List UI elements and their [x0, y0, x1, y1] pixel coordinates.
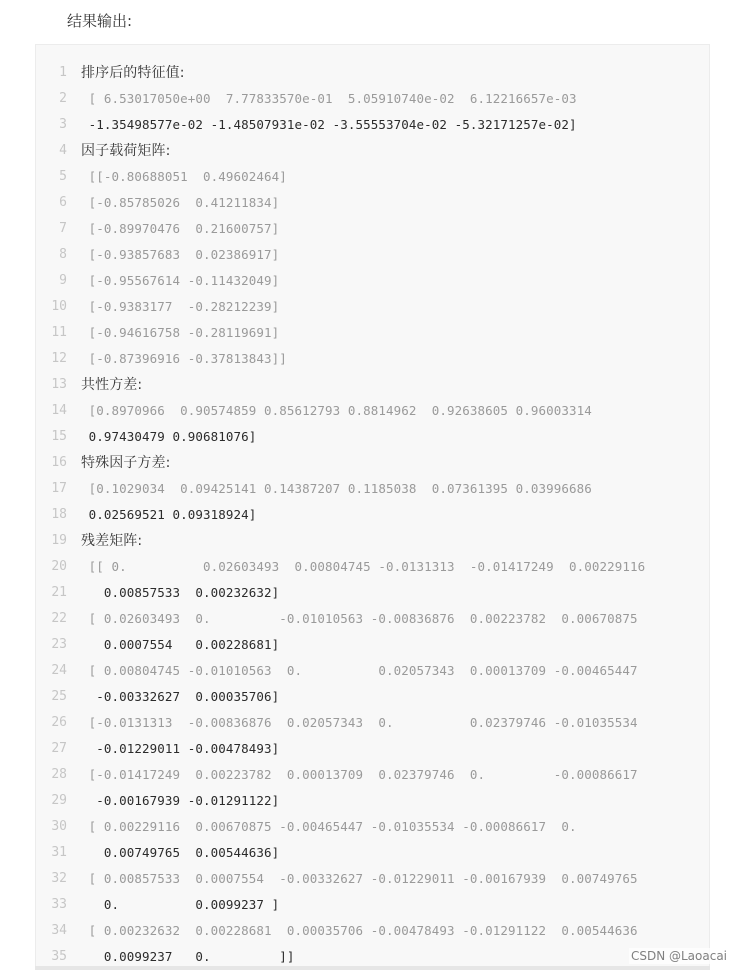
code-line [36, 710, 709, 736]
code-line [36, 424, 709, 450]
code-line [36, 632, 709, 658]
line-number: 27 [51, 741, 67, 756]
code-line [36, 86, 709, 112]
code-lines [36, 60, 709, 970]
code-text: [-0.87396916 -0.37813843]] [81, 351, 287, 366]
code-line [36, 606, 709, 632]
code-text: [ 0.00232632 0.00228681 0.00035706 -0.00478493 -0.01291122 0.00544636 [81, 923, 638, 938]
code-line [36, 762, 709, 788]
line-number: 15 [51, 429, 67, 444]
code-line [36, 528, 709, 554]
code-text: 0.02569521 0.09318924] [81, 507, 257, 522]
line-number: 2 [59, 91, 67, 106]
code-line [36, 190, 709, 216]
line-number: 12 [51, 351, 67, 366]
code-line [36, 684, 709, 710]
line-number: 23 [51, 637, 67, 652]
code-line [36, 268, 709, 294]
line-number: 1 [59, 65, 67, 80]
line-number: 26 [51, 715, 67, 730]
watermark: CSDN @Laoacai [630, 949, 727, 963]
code-line [36, 788, 709, 814]
code-text: -0.01229011 -0.00478493] [81, 741, 280, 756]
code-text: [-0.93857683 0.02386917] [81, 247, 280, 262]
code-text: [-0.9383177 -0.28212239] [81, 299, 280, 314]
code-line [36, 814, 709, 840]
code-line [36, 658, 709, 684]
code-line [36, 320, 709, 346]
code-line [36, 60, 709, 86]
line-number: 34 [51, 923, 67, 938]
code-line [36, 502, 709, 528]
line-number: 7 [59, 221, 67, 236]
line-number: 30 [51, 819, 67, 834]
code-text: [ 0.00804745 -0.01010563 0. 0.02057343 0.00013709 -0.00465447 [81, 663, 638, 678]
code-text: 0. 0.0099237 ] [81, 897, 280, 912]
line-number: 32 [51, 871, 67, 886]
code-text: 排序后的特征值: [81, 65, 185, 81]
code-text: -1.35498577e-02 -1.48507931e-02 -3.55553704e-02 -5.32171257e-02] [81, 117, 577, 132]
code-text: 0.00749765 0.00544636] [81, 845, 280, 860]
code-line [36, 736, 709, 762]
code-line [36, 476, 709, 502]
line-number: 10 [51, 299, 67, 314]
code-text: 共性方差: [81, 377, 143, 393]
line-number: 5 [59, 169, 67, 184]
line-number: 13 [51, 377, 67, 392]
code-line [36, 216, 709, 242]
code-text: [ 0.00857533 0.0007554 -0.00332627 -0.01229011 -0.00167939 0.00749765 [81, 871, 638, 886]
code-line [36, 112, 709, 138]
code-line [36, 892, 709, 918]
code-line [36, 398, 709, 424]
code-text: 残差矩阵: [81, 533, 143, 549]
line-number: 33 [51, 897, 67, 912]
code-text: -0.00332627 0.00035706] [81, 689, 280, 704]
code-text: [-0.85785026 0.41211834] [81, 195, 280, 210]
code-text: [-0.94616758 -0.28119691] [81, 325, 280, 340]
code-line [36, 242, 709, 268]
code-line [36, 554, 709, 580]
code-text: [0.1029034 0.09425141 0.14387207 0.1185038 0.07361395 0.03996686 [81, 481, 592, 496]
code-text: [ 6.53017050e+00 7.77833570e-01 5.05910740e-02 6.12216657e-03 [81, 91, 577, 106]
code-text: 0.97430479 0.90681076] [81, 429, 257, 444]
line-number: 6 [59, 195, 67, 210]
code-text: 因子载荷矩阵: [81, 143, 171, 159]
line-number: 9 [59, 273, 67, 288]
code-text: 特殊因子方差: [81, 455, 171, 471]
code-text: [[-0.80688051 0.49602464] [81, 169, 287, 184]
code-line [36, 840, 709, 866]
code-text: [-0.89970476 0.21600757] [81, 221, 280, 236]
line-number: 28 [51, 767, 67, 782]
code-text: -0.00167939 -0.01291122] [81, 793, 280, 808]
line-number: 17 [51, 481, 67, 496]
code-block [35, 44, 710, 970]
code-text: 0.0007554 0.00228681] [81, 637, 280, 652]
line-number: 22 [51, 611, 67, 626]
code-line [36, 866, 709, 892]
code-text: [-0.95567614 -0.11432049] [81, 273, 280, 288]
result-heading: 结果输出: [67, 12, 133, 30]
line-number: 35 [51, 949, 67, 964]
code-line [36, 294, 709, 320]
line-number: 20 [51, 559, 67, 574]
code-text: 0.00857533 0.00232632] [81, 585, 280, 600]
code-line [36, 138, 709, 164]
code-line [36, 450, 709, 476]
code-line [36, 164, 709, 190]
line-number: 19 [51, 533, 67, 548]
code-text: [ 0.00229116 0.00670875 -0.00465447 -0.01035534 -0.00086617 0. [81, 819, 577, 834]
line-number: 4 [59, 143, 67, 158]
code-text: [-0.01417249 0.00223782 0.00013709 0.02379746 0. -0.00086617 [81, 767, 638, 782]
scrollbar-track[interactable] [35, 966, 710, 970]
code-line [36, 580, 709, 606]
code-text: [0.8970966 0.90574859 0.85612793 0.8814962 0.92638605 0.96003314 [81, 403, 592, 418]
code-text: [ 0.02603493 0. -0.01010563 -0.00836876 0.00223782 0.00670875 [81, 611, 638, 626]
line-number: 11 [51, 325, 67, 340]
line-number: 25 [51, 689, 67, 704]
code-line [36, 372, 709, 398]
line-number: 29 [51, 793, 67, 808]
line-number: 8 [59, 247, 67, 262]
line-number: 31 [51, 845, 67, 860]
code-line [36, 918, 709, 944]
line-number: 14 [51, 403, 67, 418]
line-number: 16 [51, 455, 67, 470]
code-text: 0.0099237 0. ]] [81, 949, 295, 964]
code-text: [-0.0131313 -0.00836876 0.02057343 0. 0.02379746 -0.01035534 [81, 715, 638, 730]
line-number: 24 [51, 663, 67, 678]
line-number: 3 [59, 117, 67, 132]
code-text: [[ 0. 0.02603493 0.00804745 -0.0131313 -0.01417249 0.00229116 [81, 559, 646, 574]
line-number: 18 [51, 507, 67, 522]
code-line [36, 346, 709, 372]
line-number: 21 [51, 585, 67, 600]
